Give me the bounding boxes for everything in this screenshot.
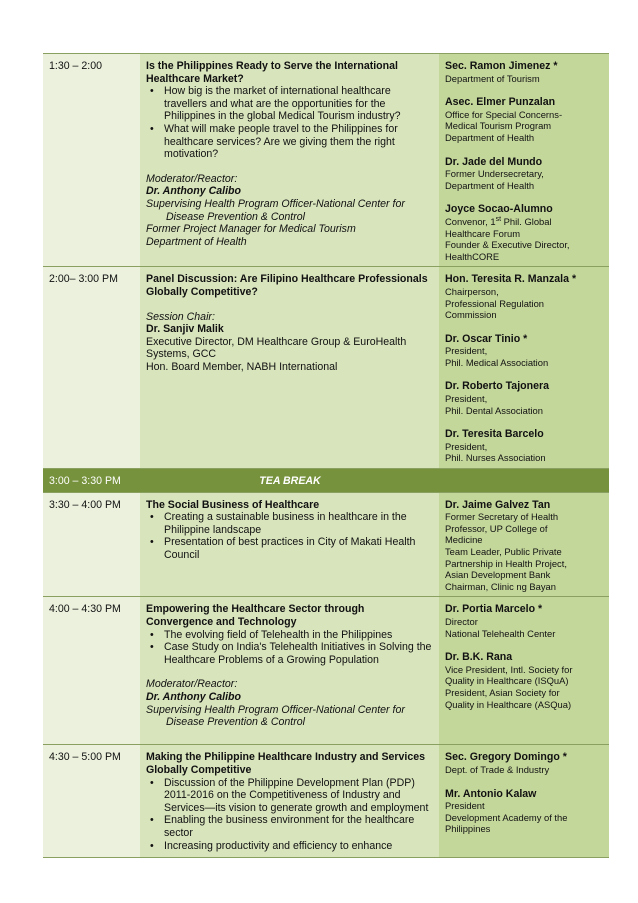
speaker-info: Professor, UP College of	[445, 522, 548, 534]
session-topic	[140, 492, 439, 597]
speaker-info: Quality in Healthcare (ASQua)	[445, 698, 572, 710]
break-title: TEA BREAK	[140, 469, 439, 493]
speaker	[445, 96, 604, 143]
speakers-cell	[439, 492, 609, 597]
speaker-info: Philippines	[445, 823, 491, 835]
speaker-info: Former Secretary of Health	[445, 511, 559, 523]
speaker-info: Vice President, Intl. Society for	[445, 663, 573, 675]
speaker-info: Convenor, 1st Phil. Global	[445, 215, 552, 227]
speakers-cell	[439, 54, 609, 267]
speaker	[445, 273, 604, 320]
speaker-info: HealthCORE	[445, 250, 500, 262]
speakers-cell	[439, 745, 609, 858]
speaker-info: National Telehealth Center	[445, 627, 556, 639]
moderator-detail: Former Project Manager for Medical Tourism	[146, 223, 356, 236]
speaker-info: Dept. of Trade & Industry	[445, 763, 550, 775]
schedule-table	[43, 53, 609, 858]
session-time: 4:30 – 5:00 PM	[43, 745, 140, 858]
speaker-info: Quality in Healthcare (ISQuA)	[445, 675, 569, 687]
speaker-info: Department of Health	[445, 179, 535, 191]
moderator-label: Moderator/Reactor:	[146, 172, 238, 185]
session-time: 1:30 – 2:00	[43, 54, 140, 267]
speaker-info: Healthcare Forum	[445, 227, 521, 239]
speaker-info: Department of Tourism	[445, 72, 540, 84]
session-topic	[140, 54, 439, 267]
speakers-cell	[439, 267, 609, 469]
speaker	[445, 203, 604, 262]
speaker	[445, 428, 604, 464]
speaker-name: Asec. Elmer Punzalan	[445, 96, 556, 109]
session-time: 4:00 – 4:30 PM	[43, 597, 140, 745]
speaker-info: President,	[445, 345, 488, 357]
speaker-info: Phil. Nurses Association	[445, 452, 546, 464]
speaker-info: Former Undersecretary,	[445, 168, 544, 180]
list-item: • Increasing productivity and efficiency to enhance	[146, 840, 434, 853]
moderator-detail: Supervising Health Program Officer-National Center for	[146, 703, 405, 716]
break-row	[43, 469, 609, 493]
speaker-info: Founder & Executive Director,	[445, 239, 570, 251]
session-topic	[140, 597, 439, 745]
speaker-info: Medical Tourism Program	[445, 120, 552, 132]
speaker	[445, 156, 604, 192]
speaker-info: Chairman, Clinic ng Bayan	[445, 580, 556, 592]
moderator-name: Dr. Anthony Calibo	[146, 185, 241, 198]
bullet-list	[146, 511, 434, 561]
speaker-info: Chairperson,	[445, 285, 499, 297]
list-item: • What will make people travel to the Philippines for healthcare services? Are we giving them the right motivation?	[146, 123, 434, 161]
speaker	[445, 751, 604, 775]
speaker	[445, 60, 604, 84]
speaker-name: Dr. Teresita Barcelo	[445, 428, 544, 441]
session-time: 2:00– 3:00 PM	[43, 267, 140, 469]
speaker-info: President,	[445, 440, 488, 452]
moderator-detail: Disease Prevention & Control	[166, 210, 305, 223]
session-time: 3:30 – 4:00 PM	[43, 492, 140, 597]
chair-label: Session Chair:	[146, 310, 215, 323]
bullet-list	[146, 777, 434, 853]
speaker-info: Professional Regulation	[445, 297, 545, 309]
moderator-detail: Department of Health	[146, 235, 247, 248]
session-title: Empowering the Healthcare Sector through Convergence and Technology	[146, 603, 365, 628]
speaker-name: Dr. Oscar Tinio *	[445, 332, 528, 345]
table-row	[43, 745, 609, 858]
speaker-name: Mr. Antonio Kalaw	[445, 787, 537, 800]
session-title: Panel Discussion: Are Filipino Healthcare Professionals Globally Competitive?	[146, 273, 428, 298]
list-item: • Case Study on India's Telehealth Initiatives in Solving the Healthcare Problems of a Growing Population	[146, 641, 434, 666]
speaker-info: Development Academy of the	[445, 811, 568, 823]
speaker	[445, 380, 604, 416]
speaker-info: President	[445, 800, 485, 812]
speaker-name: Sec. Ramon Jimenez *	[445, 60, 558, 72]
speaker-name: Joyce Socao-Alumno	[445, 203, 553, 216]
bullet-list	[146, 85, 434, 161]
speaker-info: Director	[445, 615, 478, 627]
speaker-name: Hon. Teresita R. Manzala *	[445, 273, 577, 286]
chair-detail: Hon. Board Member, NABH International	[146, 360, 338, 373]
table-row	[43, 597, 609, 745]
session-topic	[140, 267, 439, 469]
speaker-info: Phil. Medical Association	[445, 356, 549, 368]
break-empty	[439, 469, 609, 493]
speaker	[445, 651, 604, 710]
session-title: Is the Philippines Ready to Serve the International Healthcare Market?	[146, 60, 398, 85]
speaker-info: Department of Health	[445, 131, 535, 143]
speaker-name: Dr. B.K. Rana	[445, 651, 513, 664]
moderator-detail: Disease Prevention & Control	[166, 716, 305, 729]
moderator-label: Moderator/Reactor:	[146, 678, 238, 691]
table-row	[43, 492, 609, 597]
speaker-info: Medicine	[445, 534, 483, 546]
bullet-list	[146, 629, 434, 667]
moderator-name: Dr. Anthony Calibo	[146, 690, 241, 703]
speaker	[445, 603, 604, 639]
break-time: 3:00 – 3:30 PM	[43, 469, 140, 493]
speaker-info: Team Leader, Public Private	[445, 546, 562, 557]
table-row	[43, 54, 609, 267]
speaker-info: President, Asian Society for	[445, 686, 560, 698]
chair-detail: Executive Director, DM Healthcare Group & EuroHealth Systems, GCC	[146, 335, 407, 361]
speaker-name: Dr. Roberto Tajonera	[445, 380, 549, 393]
speaker-info: Office for Special Concerns-	[445, 108, 563, 120]
list-item: • Discussion of the Philippine Development Plan (PDP) 2011-2016 on the Competitiveness of Industry and Services—its vision to generate growth and employment	[146, 777, 434, 815]
speaker-name: Dr. Portia Marcelo *	[445, 603, 543, 616]
speaker-info: Partnership in Health Project,	[445, 557, 567, 569]
speaker-info: Asian Development Bank	[445, 569, 551, 581]
moderator-detail: Supervising Health Program Officer-National Center for	[146, 197, 405, 210]
speaker-name: Dr. Jaime Galvez Tan	[445, 498, 551, 511]
speaker	[445, 499, 604, 593]
list-item: • Enabling the business environment for the healthcare sector	[146, 814, 434, 839]
list-item: • Presentation of best practices in City of Makati Health Council	[146, 536, 434, 561]
list-item: • Creating a sustainable business in healthcare in the Philippine landscape	[146, 511, 434, 536]
speakers-cell	[439, 597, 609, 745]
session-title: Making the Philippine Healthcare Industry and Services Globally Competitive	[146, 751, 426, 776]
speaker-name: Dr. Jade del Mundo	[445, 155, 543, 168]
speaker	[445, 333, 604, 369]
list-item: • How big is the market of international healthcare travellers and what are the opportunities for the Philippines in the global Medical Tourism industry?	[146, 85, 434, 123]
speaker-info: Commission	[445, 309, 497, 321]
speaker	[445, 788, 604, 835]
speaker-name: Sec. Gregory Domingo *	[445, 751, 567, 764]
table-row	[43, 267, 609, 469]
speaker-info: President,	[445, 393, 488, 405]
session-title: The Social Business of Healthcare	[146, 498, 320, 511]
chair-name: Dr. Sanjiv Malik	[146, 323, 224, 336]
speaker-info: Phil. Dental Association	[445, 404, 543, 416]
list-item: • The evolving field of Telehealth in the Philippines	[146, 629, 434, 642]
session-topic	[140, 745, 439, 858]
